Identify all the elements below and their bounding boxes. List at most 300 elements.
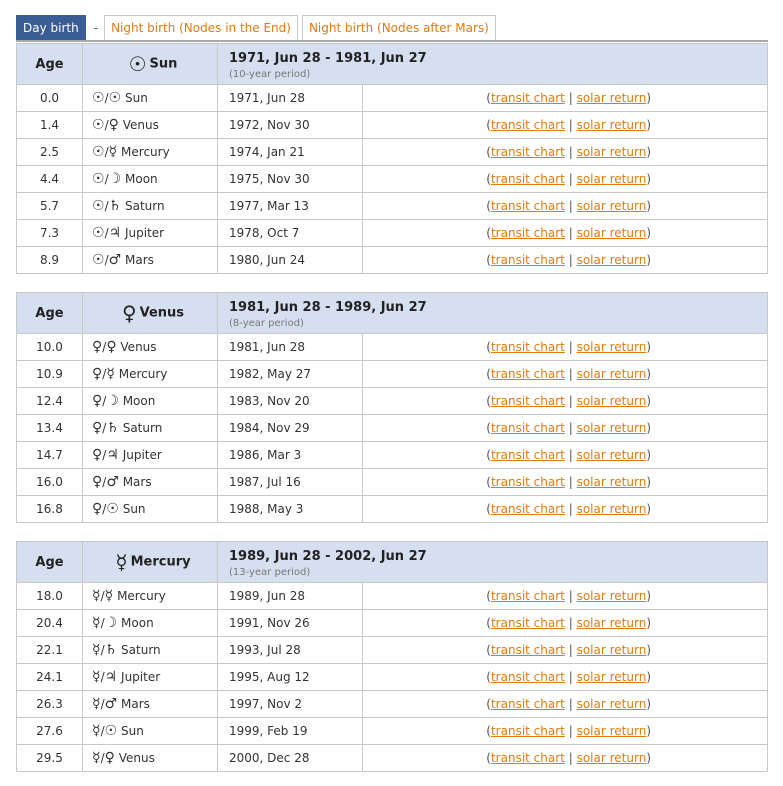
tab-night-birth-nodes-after-mars[interactable]: Night birth (Nodes after Mars): [302, 15, 496, 40]
mercury-icon: ☿: [92, 723, 101, 739]
mercury-icon: ☿: [106, 366, 115, 382]
age-value: 1.4: [17, 112, 83, 139]
mercury-icon: ☿: [115, 550, 128, 574]
period-planet: [83, 542, 218, 583]
subperiod-row: [17, 388, 768, 415]
solar-return-link[interactable]: solar return: [576, 670, 647, 684]
venus-icon: ♀: [92, 447, 103, 463]
solar-return-link[interactable]: solar return: [576, 118, 647, 132]
venus-icon: ♀: [92, 393, 103, 409]
period-length-note: (10-year period): [229, 69, 311, 80]
start-date: 1983, Nov 20: [218, 388, 363, 415]
slash: /: [102, 448, 107, 462]
start-date: 1987, Jul 16: [218, 469, 363, 496]
link-divider: |: [568, 643, 573, 657]
sun-icon: ☉: [92, 198, 105, 214]
close-paren: ): [646, 751, 651, 765]
subperiod-row: [17, 334, 768, 361]
subperiod-planet-name: Jupiter: [121, 670, 161, 684]
subperiod-planet-name: Mercury: [118, 367, 168, 381]
mars-icon: ♂: [106, 474, 119, 490]
open-paren: (: [486, 145, 491, 159]
link-divider: |: [568, 751, 573, 765]
link-divider: |: [568, 145, 573, 159]
chart-links: [363, 388, 768, 415]
transit-chart-link[interactable]: transit chart: [490, 340, 565, 354]
period-table-sun: [16, 43, 768, 274]
link-divider: |: [568, 448, 573, 462]
transit-chart-link[interactable]: transit chart: [490, 367, 565, 381]
start-date: 1988, May 3: [218, 496, 363, 523]
transit-chart-link[interactable]: transit chart: [490, 643, 565, 657]
solar-return-link[interactable]: solar return: [576, 475, 647, 489]
open-paren: (: [486, 448, 491, 462]
planet-pair: [83, 415, 218, 442]
subperiod-planet-name: Sun: [125, 91, 148, 105]
birth-type-tabs: [16, 15, 500, 40]
solar-return-link[interactable]: solar return: [576, 448, 647, 462]
close-paren: ): [646, 145, 651, 159]
subperiod-planet-name: Saturn: [121, 643, 161, 657]
start-date: 1972, Nov 30: [218, 112, 363, 139]
transit-chart-link[interactable]: transit chart: [490, 502, 565, 516]
link-divider: |: [568, 118, 573, 132]
slash: /: [102, 502, 107, 516]
period-planet-name: Venus: [139, 305, 185, 321]
jupiter-icon: ♃: [106, 447, 119, 463]
sun-icon: ☉: [92, 225, 105, 241]
planet-pair: [83, 496, 218, 523]
transit-chart-link[interactable]: transit chart: [490, 421, 565, 435]
slash: /: [102, 394, 107, 408]
chart-links: [363, 85, 768, 112]
period-range: 1971, Jun 28 - 1981, Jun 27: [229, 51, 427, 66]
sun-icon: ☉: [92, 252, 105, 268]
mercury-icon: ☿: [92, 642, 101, 658]
age-value: 26.3: [17, 691, 83, 718]
planet-pair: [83, 691, 218, 718]
subperiod-row: [17, 220, 768, 247]
solar-return-link[interactable]: solar return: [576, 253, 647, 267]
slash: /: [104, 118, 109, 132]
open-paren: (: [486, 724, 491, 738]
age-column-header: Age: [17, 44, 83, 85]
close-paren: ): [646, 697, 651, 711]
chart-links: [363, 361, 768, 388]
mercury-icon: ☿: [92, 615, 101, 631]
planet-pair: [83, 664, 218, 691]
open-paren: (: [486, 340, 491, 354]
close-paren: ): [646, 589, 651, 603]
sun-icon: ☉: [104, 723, 118, 739]
subperiod-row: [17, 166, 768, 193]
period-header: [17, 293, 768, 334]
period-table-venus: [16, 292, 768, 523]
venus-icon: ♀: [108, 117, 119, 133]
tab-separator: -: [93, 20, 99, 35]
slash: /: [100, 616, 105, 630]
venus-icon: ♀: [92, 420, 103, 436]
chart-links: [363, 220, 768, 247]
transit-chart-link[interactable]: transit chart: [490, 91, 565, 105]
planet-pair: [83, 637, 218, 664]
age-value: 14.7: [17, 442, 83, 469]
open-paren: (: [486, 475, 491, 489]
subperiod-row: [17, 469, 768, 496]
subperiod-row: [17, 496, 768, 523]
start-date: 1989, Jun 28: [218, 583, 363, 610]
transit-chart-link[interactable]: transit chart: [490, 589, 565, 603]
mercury-icon: ☿: [104, 588, 114, 604]
mercury-icon: ☿: [108, 144, 118, 160]
planet-pair: [83, 247, 218, 274]
chart-links: [363, 442, 768, 469]
start-date: 1997, Nov 2: [218, 691, 363, 718]
close-paren: ): [646, 670, 651, 684]
open-paren: (: [486, 226, 491, 240]
age-value: 7.3: [17, 220, 83, 247]
chart-links: [363, 745, 768, 772]
subperiod-planet-name: Venus: [122, 118, 159, 132]
chart-links: [363, 139, 768, 166]
solar-return-link[interactable]: solar return: [576, 751, 647, 765]
venus-icon: ♀: [121, 301, 137, 325]
period-header: [17, 542, 768, 583]
close-paren: ): [646, 643, 651, 657]
subperiod-row: [17, 361, 768, 388]
subperiod-planet-name: Mars: [125, 253, 154, 267]
close-paren: ): [646, 253, 651, 267]
link-divider: |: [568, 421, 573, 435]
chart-links: [363, 583, 768, 610]
subperiod-planet-name: Mercury: [121, 145, 170, 159]
chart-links: [363, 469, 768, 496]
slash: /: [100, 751, 105, 765]
link-divider: |: [568, 367, 573, 381]
solar-return-link[interactable]: solar return: [576, 340, 647, 354]
sun-icon: ☉: [106, 501, 119, 517]
solar-return-link[interactable]: solar return: [576, 199, 647, 213]
mars-icon: ♂: [104, 696, 118, 712]
chart-links: [363, 247, 768, 274]
period-planet-name: Mercury: [130, 554, 191, 570]
slash: /: [100, 670, 105, 684]
planet-pair: [83, 442, 218, 469]
jupiter-icon: ♃: [104, 669, 118, 685]
sun-icon: ☉: [92, 117, 105, 133]
chart-links: [363, 691, 768, 718]
close-paren: ): [646, 448, 651, 462]
subperiod-row: [17, 691, 768, 718]
subperiod-planet-name: Sun: [121, 724, 144, 738]
open-paren: (: [486, 199, 491, 213]
close-paren: ): [646, 421, 651, 435]
venus-icon: ♀: [92, 474, 103, 490]
venus-icon: ♀: [104, 750, 115, 766]
planet-pair: [83, 469, 218, 496]
period-planet-name: Sun: [149, 56, 178, 72]
close-paren: ): [646, 226, 651, 240]
tab-divider: [16, 40, 768, 42]
moon-icon: ☽: [106, 393, 119, 409]
age-value: 22.1: [17, 637, 83, 664]
age-value: 2.5: [17, 139, 83, 166]
sun-icon: ☉: [128, 52, 147, 76]
link-divider: |: [568, 340, 573, 354]
slash: /: [104, 172, 109, 186]
planet-pair: [83, 361, 218, 388]
link-divider: |: [568, 616, 573, 630]
subperiod-planet-name: Moon: [125, 172, 158, 186]
start-date: 1975, Nov 30: [218, 166, 363, 193]
tab-day-birth[interactable]: Day birth: [16, 15, 86, 40]
period-length-note: (13-year period): [229, 567, 311, 578]
slash: /: [104, 91, 109, 105]
saturn-icon: ♄: [104, 642, 118, 658]
open-paren: (: [486, 91, 491, 105]
solar-return-link[interactable]: solar return: [576, 226, 647, 240]
open-paren: (: [486, 172, 491, 186]
age-value: 8.9: [17, 247, 83, 274]
subperiod-row: [17, 664, 768, 691]
moon-icon: ☽: [104, 615, 118, 631]
subperiod-row: [17, 610, 768, 637]
solar-return-link[interactable]: solar return: [576, 643, 647, 657]
subperiod-planet-name: Venus: [118, 751, 155, 765]
subperiod-row: [17, 139, 768, 166]
start-date: 1984, Nov 29: [218, 415, 363, 442]
open-paren: (: [486, 118, 491, 132]
subperiod-row: [17, 247, 768, 274]
slash: /: [102, 367, 107, 381]
age-value: 24.1: [17, 664, 83, 691]
planet-pair: [83, 745, 218, 772]
close-paren: ): [646, 91, 651, 105]
transit-chart-link[interactable]: transit chart: [490, 670, 565, 684]
transit-chart-link[interactable]: transit chart: [490, 172, 565, 186]
open-paren: (: [486, 502, 491, 516]
saturn-icon: ♄: [108, 198, 122, 214]
period-range: 1981, Jun 28 - 1989, Jun 27: [229, 300, 427, 315]
saturn-icon: ♄: [106, 420, 119, 436]
planet-pair: [83, 193, 218, 220]
transit-chart-link[interactable]: transit chart: [490, 475, 565, 489]
link-divider: |: [568, 199, 573, 213]
solar-return-link[interactable]: solar return: [576, 724, 647, 738]
slash: /: [100, 589, 105, 603]
solar-return-link[interactable]: solar return: [576, 172, 647, 186]
transit-chart-link[interactable]: transit chart: [490, 448, 565, 462]
close-paren: ): [646, 502, 651, 516]
period-range: 1989, Jun 28 - 2002, Jun 27: [229, 549, 427, 564]
start-date: 1981, Jun 28: [218, 334, 363, 361]
start-date: 1971, Jun 28: [218, 85, 363, 112]
start-date: 1978, Oct 7: [218, 220, 363, 247]
subperiod-row: [17, 112, 768, 139]
transit-chart-link[interactable]: transit chart: [490, 751, 565, 765]
slash: /: [104, 145, 109, 159]
tab-night-birth-nodes-end[interactable]: Night birth (Nodes in the End): [104, 15, 298, 40]
solar-return-link[interactable]: solar return: [576, 421, 647, 435]
planet-pair: [83, 139, 218, 166]
solar-return-link[interactable]: solar return: [576, 589, 647, 603]
solar-return-link[interactable]: solar return: [576, 367, 647, 381]
slash: /: [100, 643, 105, 657]
chart-links: [363, 112, 768, 139]
sun-icon: ☉: [92, 144, 105, 160]
age-value: 16.0: [17, 469, 83, 496]
open-paren: (: [486, 697, 491, 711]
transit-chart-link[interactable]: transit chart: [490, 724, 565, 738]
period-header: [17, 44, 768, 85]
chart-links: [363, 334, 768, 361]
link-divider: |: [568, 724, 573, 738]
venus-icon: ♀: [92, 501, 103, 517]
solar-return-link[interactable]: solar return: [576, 616, 647, 630]
age-value: 13.4: [17, 415, 83, 442]
period-range-cell: [218, 293, 768, 334]
age-value: 4.4: [17, 166, 83, 193]
period-length-note: (8-year period): [229, 318, 304, 329]
open-paren: (: [486, 394, 491, 408]
solar-return-link[interactable]: solar return: [576, 502, 647, 516]
period-planet: [83, 44, 218, 85]
chart-links: [363, 193, 768, 220]
subperiod-row: [17, 193, 768, 220]
link-divider: |: [568, 502, 573, 516]
planet-pair: [83, 610, 218, 637]
subperiod-row: [17, 85, 768, 112]
transit-chart-link[interactable]: transit chart: [490, 226, 565, 240]
transit-chart-link[interactable]: transit chart: [490, 697, 565, 711]
planet-pair: [83, 220, 218, 247]
chart-links: [363, 610, 768, 637]
subperiod-planet-name: Mercury: [117, 589, 166, 603]
transit-chart-link[interactable]: transit chart: [490, 145, 565, 159]
subperiod-planet-name: Saturn: [122, 421, 163, 435]
subperiod-planet-name: Moon: [122, 394, 156, 408]
transit-chart-link[interactable]: transit chart: [490, 118, 565, 132]
start-date: 2000, Dec 28: [218, 745, 363, 772]
link-divider: |: [568, 226, 573, 240]
open-paren: (: [486, 643, 491, 657]
planet-pair: [83, 112, 218, 139]
slash: /: [104, 199, 109, 213]
close-paren: ): [646, 394, 651, 408]
sun-icon: ☉: [108, 90, 122, 106]
mercury-icon: ☿: [92, 669, 101, 685]
moon-icon: ☽: [108, 171, 122, 187]
link-divider: |: [568, 670, 573, 684]
period-range-cell: [218, 44, 768, 85]
slash: /: [100, 724, 105, 738]
slash: /: [104, 226, 109, 240]
subperiod-planet-name: Jupiter: [125, 226, 165, 240]
planet-pair: [83, 583, 218, 610]
close-paren: ): [646, 616, 651, 630]
slash: /: [102, 475, 107, 489]
close-paren: ): [646, 340, 651, 354]
link-divider: |: [568, 91, 573, 105]
planet-pair: [83, 85, 218, 112]
subperiod-planet-name: Jupiter: [122, 448, 162, 462]
venus-icon: ♀: [92, 339, 103, 355]
slash: /: [102, 340, 107, 354]
age-value: 5.7: [17, 193, 83, 220]
start-date: 1995, Aug 12: [218, 664, 363, 691]
age-value: 18.0: [17, 583, 83, 610]
start-date: 1982, May 27: [218, 361, 363, 388]
subperiod-planet-name: Venus: [120, 340, 157, 354]
venus-icon: ♀: [106, 339, 117, 355]
link-divider: |: [568, 253, 573, 267]
subperiod-row: [17, 583, 768, 610]
subperiod-planet-name: Sun: [122, 502, 146, 516]
open-paren: (: [486, 616, 491, 630]
close-paren: ): [646, 199, 651, 213]
subperiod-row: [17, 442, 768, 469]
planet-pair: [83, 388, 218, 415]
chart-links: [363, 415, 768, 442]
open-paren: (: [486, 421, 491, 435]
age-value: 16.8: [17, 496, 83, 523]
age-value: 10.0: [17, 334, 83, 361]
subperiod-planet-name: Moon: [121, 616, 154, 630]
start-date: 1993, Jul 28: [218, 637, 363, 664]
start-date: 1986, Mar 3: [218, 442, 363, 469]
solar-return-link[interactable]: solar return: [576, 145, 647, 159]
age-value: 27.6: [17, 718, 83, 745]
close-paren: ): [646, 118, 651, 132]
open-paren: (: [486, 367, 491, 381]
jupiter-icon: ♃: [108, 225, 122, 241]
mercury-icon: ☿: [92, 588, 101, 604]
mercury-icon: ☿: [92, 696, 101, 712]
slash: /: [100, 697, 105, 711]
age-value: 10.9: [17, 361, 83, 388]
close-paren: ): [646, 172, 651, 186]
sun-icon: ☉: [92, 90, 105, 106]
chart-links: [363, 496, 768, 523]
start-date: 1991, Nov 26: [218, 610, 363, 637]
subperiod-planet-name: Mars: [122, 475, 152, 489]
slash: /: [102, 421, 107, 435]
link-divider: |: [568, 394, 573, 408]
chart-links: [363, 718, 768, 745]
close-paren: ): [646, 367, 651, 381]
subperiod-planet-name: Saturn: [125, 199, 165, 213]
period-range-cell: [218, 542, 768, 583]
start-date: 1980, Jun 24: [218, 247, 363, 274]
period-table-mercury: [16, 541, 768, 772]
chart-links: [363, 664, 768, 691]
start-date: 1977, Mar 13: [218, 193, 363, 220]
close-paren: ): [646, 724, 651, 738]
link-divider: |: [568, 697, 573, 711]
start-date: 1974, Jan 21: [218, 139, 363, 166]
transit-chart-link[interactable]: transit chart: [490, 394, 565, 408]
solar-return-link[interactable]: solar return: [576, 91, 647, 105]
transit-chart-link[interactable]: transit chart: [490, 253, 565, 267]
age-column-header: Age: [17, 542, 83, 583]
transit-chart-link[interactable]: transit chart: [490, 616, 565, 630]
planet-pair: [83, 718, 218, 745]
transit-chart-link[interactable]: transit chart: [490, 199, 565, 213]
solar-return-link[interactable]: solar return: [576, 697, 647, 711]
solar-return-link[interactable]: solar return: [576, 394, 647, 408]
open-paren: (: [486, 589, 491, 603]
subperiod-row: [17, 415, 768, 442]
